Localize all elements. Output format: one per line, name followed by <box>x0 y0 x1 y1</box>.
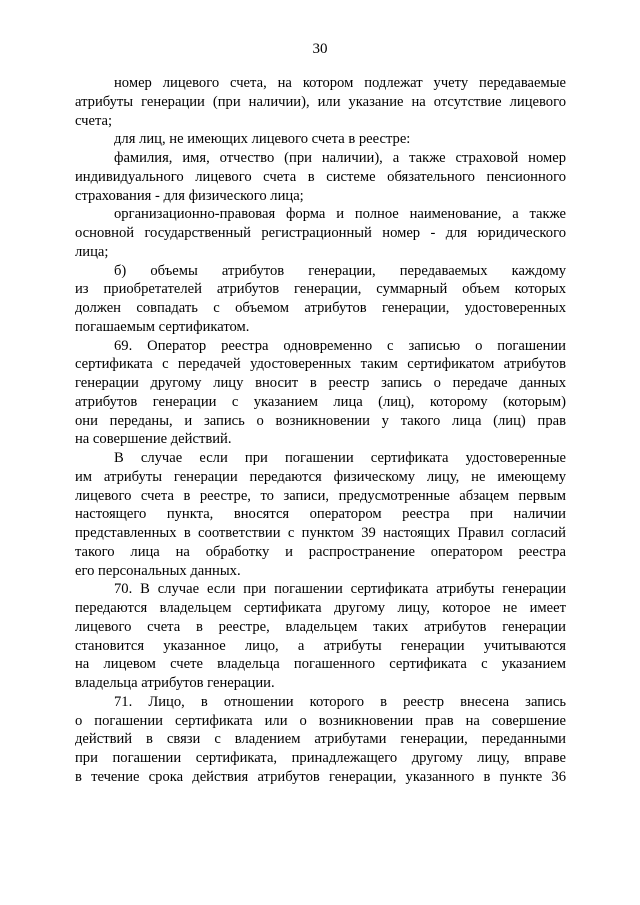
text-line: на совершение действий. <box>75 431 232 448</box>
text-line: основной государственный регистрационный номер - для юридического <box>75 225 566 241</box>
text-line: действий в связи с владением атрибутами генерации, переданными <box>75 731 566 748</box>
text-line: 71. Лицо, в отношении которого в реестр внесена запись <box>114 693 566 710</box>
text-line: счета; <box>75 112 113 129</box>
text-line: атрибутов генерации с указанием лица (лиц), которому (которым) <box>75 393 566 410</box>
text-line: атрибуты генерации (при наличии), или указание на отсутствие лицевого <box>75 93 566 110</box>
text-line: его персональных данных. <box>75 562 241 579</box>
text-line: для лиц, не имеющих лицевого счета в реестре: <box>114 131 411 148</box>
text-line: фамилия, имя, отчество (при наличии), а также страховой номер <box>114 150 566 166</box>
text-line: из приобретателей атрибутов генерации, суммарный объем которых <box>75 281 566 298</box>
text-line: погашаемым сертификатом. <box>75 318 250 335</box>
text-line: им атрибуты генерации передаются физическому лицу, не имеющему <box>75 468 566 485</box>
text-line: в течение срока действия атрибутов генерации, указанного в пункте 36 <box>75 768 566 785</box>
text-line: лица; <box>75 243 109 260</box>
text-line: 69. Оператор реестра одновременно с записью о погашении <box>114 337 566 354</box>
text-line: становится указанное лицо, а атрибуты генерации учитываются <box>75 637 566 654</box>
text-line: такого лица на обработку и распространение оператором реестра <box>75 543 566 560</box>
text-line: 70. В случае если при погашении сертификата атрибуты генерации <box>114 581 566 598</box>
text-line: страхования - для физического лица; <box>75 187 304 204</box>
text-line: сертификата с передачей удостоверенных таким сертификатом атрибутов <box>75 356 566 373</box>
text-line: генерации другому лицу вносит в реестр запись о передаче данных <box>75 375 566 391</box>
text-line: владельца атрибутов генерации. <box>75 675 275 691</box>
text-line: они переданы, и запись о возникновении у такого лица (лиц) прав <box>75 412 566 429</box>
text-line: настоящего пункта, вносятся оператором реестра при наличии <box>75 506 566 523</box>
text-line: представленных в соответствии с пунктом 39 настоящих Правил согласий <box>75 525 566 541</box>
text-line: номер лицевого счета, на котором подлежат учету передаваемые <box>114 75 566 91</box>
text-line: лицевого счета в реестре, то записи, предусмотренные абзацем первым <box>75 487 566 504</box>
text-line: при погашении сертификата, принадлежащего другому лицу, вправе <box>75 750 566 766</box>
text-line: должен совпадать с объемом атрибутов генерации, удостоверенных <box>75 300 566 316</box>
page-number: 30 <box>312 41 328 57</box>
text-line: организационно-правовая форма и полное наименование, а также <box>114 206 566 223</box>
text-line: б) объемы атрибутов генерации, передаваемых каждому <box>114 262 566 279</box>
text-line: лицевого счета в реестре, владельцем таких атрибутов генерации <box>75 618 566 635</box>
text-line: индивидуального лицевого счета в системе обязательного пенсионного <box>75 168 566 185</box>
text-line: о погашении сертификата или о возникновении прав на совершение <box>75 712 566 729</box>
text-line: передаются владельцем сертификата другому лицу, которое не имеет <box>75 600 566 616</box>
text-line: на лицевом счете владельца погашенного сертификата с указанием <box>75 656 566 673</box>
text-line: В случае если при погашении сертификата удостоверенные <box>114 450 566 466</box>
